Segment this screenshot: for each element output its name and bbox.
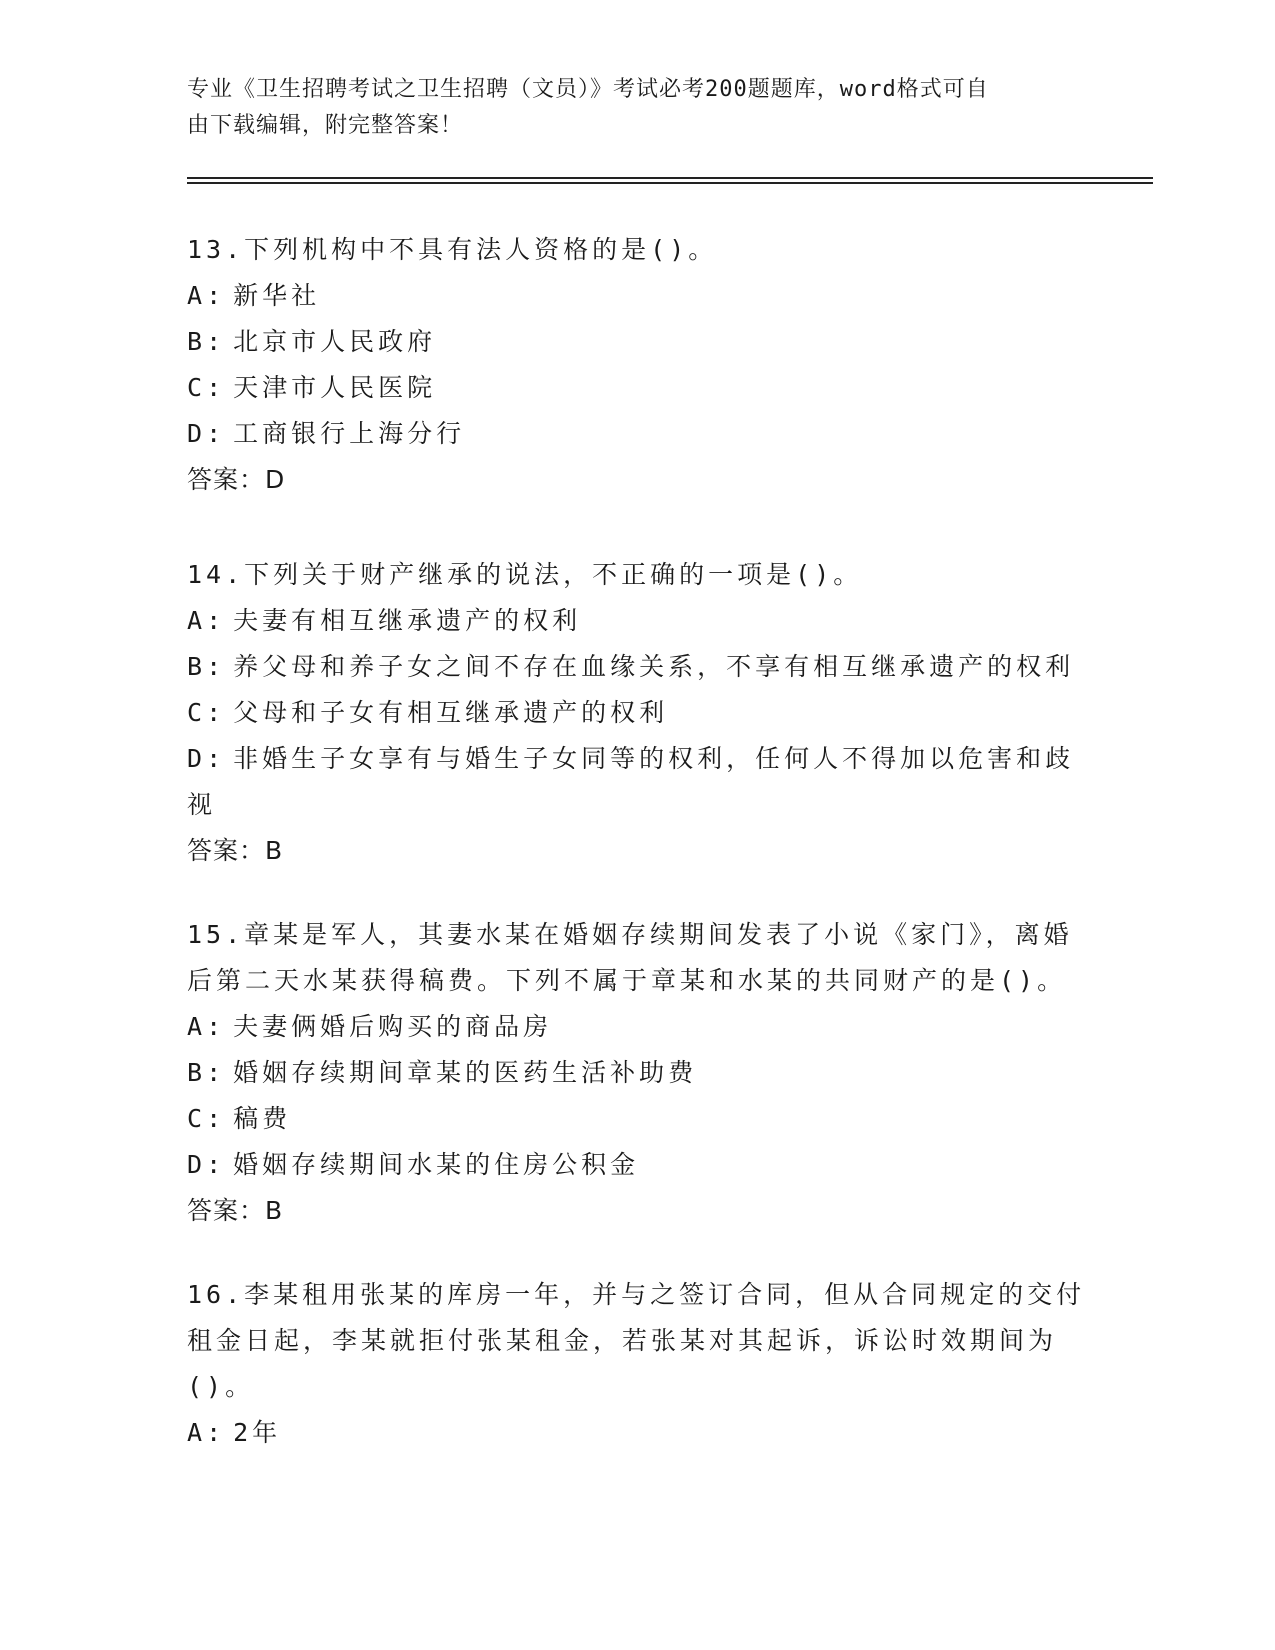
option-letter: D: [187, 1150, 207, 1179]
header-divider-top: [187, 177, 1153, 179]
option-separator: :: [206, 652, 226, 681]
question-stem-line-2: 租金日起，李某就拒付张某租金，若张某对其起诉，诉讼时效期间为: [187, 1326, 1058, 1355]
option-letter: A: [187, 1012, 207, 1041]
option-separator: :: [206, 744, 226, 773]
option-d: [187, 1142, 1067, 1188]
question-16: [187, 1272, 1086, 1456]
option-text: 夫妻有相互继承遗产的权利: [233, 606, 582, 635]
option-text: 稿费: [233, 1104, 292, 1133]
option-separator: :: [206, 1058, 226, 1087]
option-b: [187, 319, 1067, 365]
option-a: [187, 1004, 1067, 1050]
option-separator: :: [206, 281, 226, 310]
option-separator: :: [206, 698, 226, 727]
option-letter: A: [187, 1418, 207, 1447]
question-stem-line-2: 后第二天水某获得稿费。下列不属于章某和水某的共同财产的是()。: [187, 966, 1067, 995]
option-letter: C: [187, 373, 207, 402]
option-c: [187, 690, 1067, 736]
option-separator: :: [206, 1012, 226, 1041]
option-text: 非婚生子女享有与婚生子女同等的权利，任何人不得加以危害和歧: [233, 744, 1075, 773]
question-stem-line-1: 16.李某租用张某的库房一年，并与之签订合同，但从合同规定的交付: [187, 1280, 1086, 1309]
option-c: [187, 1096, 1067, 1142]
option-separator: :: [206, 606, 226, 635]
answer-label: 答案：B: [187, 1196, 284, 1225]
option-separator: :: [206, 419, 226, 448]
option-letter: A: [187, 606, 207, 635]
question-stem: 13.下列机构中不具有法人资格的是()。: [187, 235, 718, 264]
option-b: [187, 644, 1075, 690]
question-stem: 14.下列关于财产继承的说法，不正确的一项是()。: [187, 560, 863, 589]
option-letter: B: [187, 1058, 207, 1087]
option-letter: A: [187, 281, 207, 310]
option-separator: :: [206, 1418, 226, 1447]
option-text: 工商银行上海分行: [233, 419, 466, 448]
option-a: [187, 598, 1067, 644]
option-text: 婚姻存续期间章某的医药生活补助费: [233, 1058, 698, 1087]
option-d: [187, 736, 1075, 782]
option-separator: :: [206, 373, 226, 402]
option-text: 2年: [233, 1418, 282, 1447]
option-letter: D: [187, 744, 207, 773]
option-letter: C: [187, 1104, 207, 1133]
option-text: 养父母和养子女之间不存在血缘关系，不享有相互继承遗产的权利: [233, 652, 1075, 681]
option-letter: C: [187, 698, 207, 727]
answer-label: 答案：D: [187, 465, 286, 494]
option-letter: D: [187, 419, 207, 448]
option-separator: :: [206, 1150, 226, 1179]
option-text: 天津市人民医院: [233, 373, 437, 402]
header-line-1: 专业《卫生招聘考试之卫生招聘（文员）》考试必考200题题库，word格式可自: [187, 77, 989, 102]
option-text: 父母和子女有相互继承遗产的权利: [233, 698, 669, 727]
option-text: 夫妻俩婚后购买的商品房: [233, 1012, 553, 1041]
option-text: 婚姻存续期间水某的住房公积金: [233, 1150, 640, 1179]
option-a: [187, 273, 1067, 319]
option-c: [187, 365, 1067, 411]
option-letter: B: [187, 652, 207, 681]
question-stem-line-3: ()。: [187, 1372, 255, 1401]
option-d: [187, 411, 1067, 457]
header-divider-bottom: [187, 182, 1153, 184]
option-letter: B: [187, 327, 207, 356]
option-separator: :: [206, 1104, 226, 1133]
option-d-continuation: 视: [187, 790, 217, 819]
option-separator: :: [206, 327, 226, 356]
header-line-2: 由下载编辑，附完整答案！: [187, 113, 464, 138]
answer-label: 答案：B: [187, 836, 284, 865]
question-13: [187, 227, 1067, 503]
option-text: 新华社: [233, 281, 321, 310]
document-header: [187, 72, 1067, 144]
question-14: [187, 552, 1075, 874]
option-b: [187, 1050, 1067, 1096]
option-text: 北京市人民政府: [233, 327, 437, 356]
option-a: [187, 1410, 1067, 1456]
question-15: [187, 912, 1073, 1234]
question-stem-line-1: 15.章某是军人，其妻水某在婚姻存续期间发表了小说《家门》，离婚: [187, 920, 1073, 949]
